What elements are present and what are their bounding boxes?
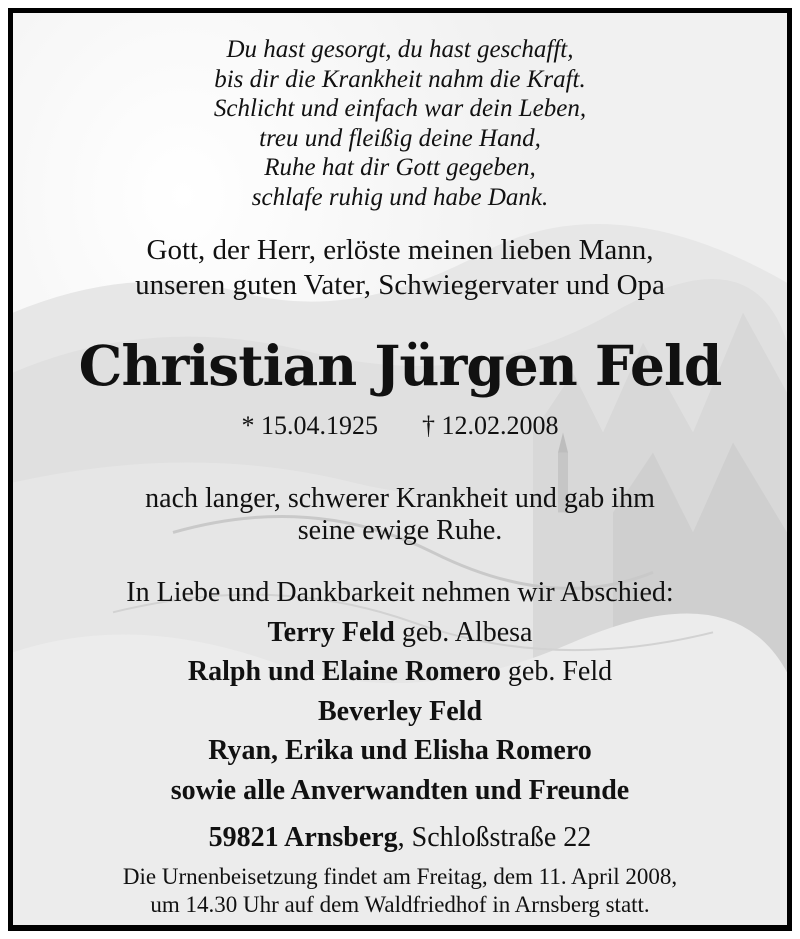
mourner-note: geb. Albesa [394,616,533,648]
farewell-text: In Liebe und Dankbarkeit nehmen wir Abschied: [126,577,674,608]
mourner-name: Terry Feld [267,616,395,648]
life-dates [13,410,787,442]
obituary-notice [8,8,792,931]
poem-line: Schlicht und einfach war dein Leben, [213,95,587,123]
mourner-name: sowie alle Anverwandten und Freunde [170,774,630,806]
poem-line: Du hast gesorgt, du hast geschafft, [226,36,574,63]
family-address [13,821,787,855]
notice-content [13,13,787,925]
address-street: , Schloßstraße 22 [397,822,592,853]
mourner-line [13,652,787,692]
death-date: † 12.02.2008 [422,411,559,440]
memorial-poem [13,35,787,213]
mourner-line [13,771,787,811]
cause-line: nach langer, schwerer Krankheit und gab ihm [145,483,655,514]
intro-text [13,233,787,303]
poem-line: schlafe ruhig und habe Dank. [251,183,549,211]
address-city: 59821 Arnsberg [208,822,398,853]
mourner-name: Ralph und Elaine Romero [187,656,501,687]
cause-line: seine ewige Ruhe. [297,515,503,546]
mourner-name: Ryan, Erika und Elisha Romero [208,735,592,766]
mourner-line [13,692,787,732]
intro-line: Gott, der Herr, erlöste meinen lieben Mann, [146,234,654,266]
birth-date: * 15.04.1925 [241,411,378,440]
poem-line: Ruhe hat dir Gott gegeben, [264,154,536,182]
mourner-line [13,613,787,653]
burial-line: Die Urnenbeisetzung findet am Freitag, dem 11. April 2008, [122,864,678,889]
mourner-line [13,731,787,771]
burial-line: um 14.30 Uhr auf dem Waldfriedhof in Arnsberg statt. [150,892,650,917]
poem-line: bis dir die Krankheit nahm die Kraft. [214,65,586,93]
mourner-note: geb. Feld [500,656,613,687]
mourners-block [13,573,787,810]
poem-line: treu und fleißig deine Hand, [259,124,541,152]
deceased-name: Christian Jürgen Feld [78,333,722,398]
burial-info [13,863,787,919]
mourner-name: Beverley Feld [317,695,483,727]
intro-line: unseren guten Vater, Schwiegervater und Opa [135,269,665,301]
cause-text [13,483,787,547]
